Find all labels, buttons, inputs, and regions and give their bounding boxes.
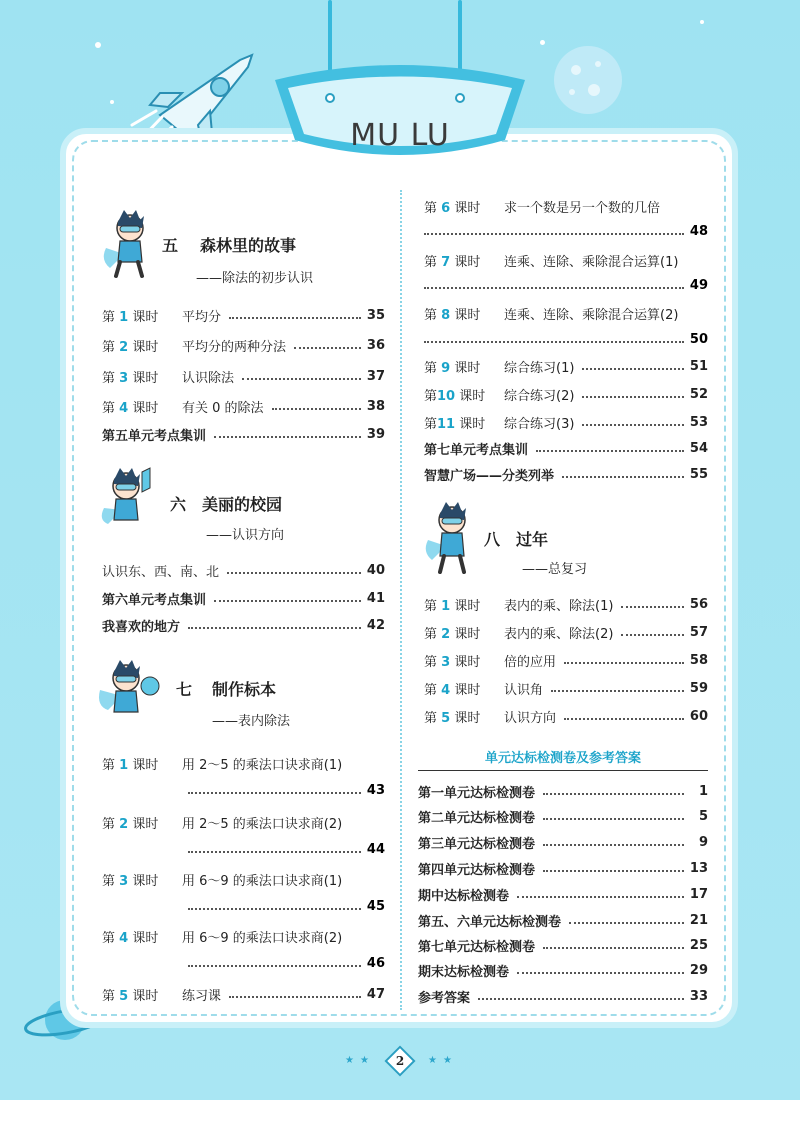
character-icon [96,660,164,722]
toc-item[interactable]: 第 5 课时 认识方向 60 [424,708,708,726]
toc-item[interactable]: 第 6 课时 求一个数是另一个数的几倍 [424,200,661,216]
test-item[interactable]: 第四单元达标检测卷 13 [418,860,708,878]
toc-item-leader: 43 [188,780,385,800]
tests-section-rule [418,770,708,771]
toc-item[interactable]: 第11 课时 综合练习(3) 53 [424,414,708,432]
toc-item-leader: 46 [188,953,385,973]
character-icon [98,466,160,528]
page-number-badge [384,1045,415,1076]
toc-item-leader: 50 [424,329,708,349]
unit-6-subtitle: ——认识方向 [206,528,285,543]
unit-7-subtitle: ——表内除法 [212,714,291,729]
toc-item-leader: 48 [424,221,708,241]
sparkle-icon [95,42,101,48]
star-icon: ★ [428,1055,437,1066]
unit-5-subtitle: ——除法的初步认识 [196,271,314,286]
toc-item[interactable]: 第 1 课时 用 2～5 的乘法口诀求商(1) [102,757,343,773]
test-item[interactable]: 期末达标检测卷 29 [418,962,708,980]
star-icon: ★ [443,1055,452,1066]
sparkle-icon [110,100,114,104]
title-banner [270,60,530,170]
toc-item[interactable]: 第七单元考点集训 54 [424,440,708,458]
page-number: 2 [395,1054,405,1068]
toc-item[interactable]: 第 2 课时 表内的乘、除法(2) 57 [424,624,708,642]
toc-item[interactable]: 第 4 课时 有关 0 的除法 38 [102,398,385,416]
toc-item[interactable]: 第 4 课时 用 6～9 的乘法口诀求商(2) [102,930,343,946]
toc-item[interactable]: 第 4 课时 认识角 59 [424,680,708,698]
test-item[interactable]: 第七单元达标检测卷 25 [418,937,708,955]
unit-5-title: 五 森林里的故事 [162,236,297,255]
unit-8-title: 八 过年 [484,530,549,549]
toc-item-leader: 45 [188,896,385,916]
toc-item[interactable]: 第 2 课时 平均分的两种分法 36 [102,337,385,355]
toc-item[interactable]: 第六单元考点集训 41 [102,590,385,608]
toc-item[interactable]: 第 7 课时 连乘、连除、乘除混合运算(1) [424,254,679,270]
test-item[interactable]: 期中达标检测卷 17 [418,886,708,904]
sparkle-icon [540,40,545,45]
toc-item[interactable]: 我喜欢的地方 42 [102,617,385,635]
toc-item[interactable]: 第 2 课时 用 2～5 的乘法口诀求商(2) [102,816,343,832]
star-icon: ★ [360,1055,369,1066]
column-divider [400,190,402,1010]
test-item[interactable]: 第二单元达标检测卷 5 [418,808,708,826]
toc-item[interactable]: 第 3 课时 用 6～9 的乘法口诀求商(1) [102,873,343,889]
unit-8-subtitle: ——总复习 [522,562,588,577]
test-item[interactable]: 第一单元达标检测卷 1 [418,783,708,801]
test-item[interactable]: 第五、六单元达标检测卷 21 [418,912,708,930]
toc-item[interactable]: 第 1 课时 平均分 35 [102,307,385,325]
toc-item[interactable]: 第 5 课时 练习课 47 [102,986,385,1004]
toc-item[interactable]: 第 1 课时 表内的乘、除法(1) 56 [424,596,708,614]
test-item[interactable]: 参考答案 33 [418,988,708,1006]
character-icon [98,208,156,280]
toc-item[interactable]: 第10 课时 综合练习(2) 52 [424,386,708,404]
toc-item-leader: 49 [424,275,708,295]
toc-item[interactable]: 第 3 课时 倍的应用 58 [424,652,708,670]
tests-section-title: 单元达标检测卷及参考答案 [484,751,641,766]
planet-icon [548,40,628,120]
page-title: MU LU [350,118,450,153]
toc-item[interactable]: 第 8 课时 连乘、连除、乘除混合运算(2) [424,307,679,323]
sparkle-icon [700,20,704,24]
unit-6-title: 六 美丽的校园 [170,495,283,514]
character-icon [420,500,478,576]
toc-item[interactable]: 认识东、西、南、北 40 [102,562,385,580]
test-item[interactable]: 第三单元达标检测卷 9 [418,834,708,852]
toc-item[interactable]: 智慧广场——分类列举 55 [424,466,708,484]
toc-item[interactable]: 第五单元考点集训 39 [102,426,385,444]
unit-7-title: 七 制作标本 [176,680,277,699]
toc-item[interactable]: 第 3 课时 认识除法 37 [102,368,385,386]
toc-item-leader: 44 [188,839,385,859]
toc-item[interactable]: 第 9 课时 综合练习(1) 51 [424,358,708,376]
star-icon: ★ [345,1055,354,1066]
